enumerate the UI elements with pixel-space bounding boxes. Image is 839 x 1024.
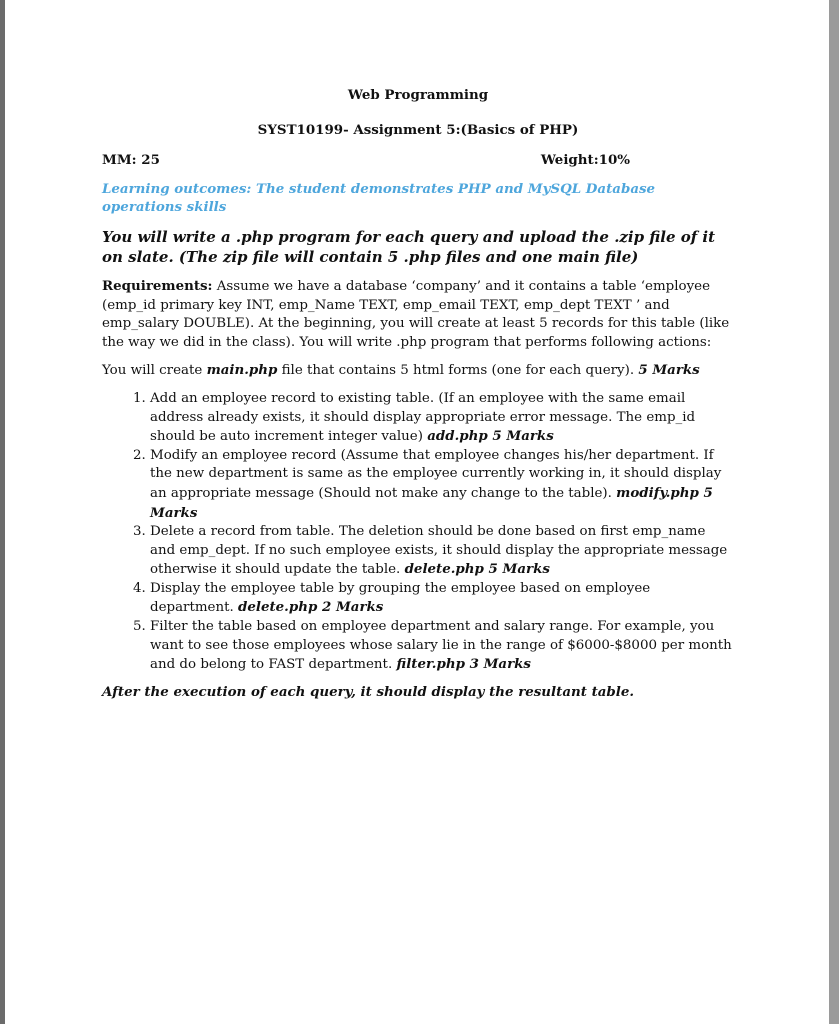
task-item [150, 523, 734, 580]
submission-instruction: You will write a .php program for each query and upload the .zip file of it on slate. (The zip file will contain 5 .php files and one main file) [102, 227, 716, 266]
task-file-marks: add.php 5 Marks [427, 428, 554, 445]
main-marks: 5 Marks [638, 362, 700, 379]
task-file-marks: delete.php 2 Marks [237, 599, 384, 616]
weight: Weight:10% [540, 152, 630, 169]
task-text: Delete a record from table. The deletion should be done based on first emp_name and emp_dept. If no such employee exists, it should display the appropriate message otherwise it should update the table. [150, 524, 728, 578]
task-text: Display the employee table by grouping the employee based on employee department. [150, 580, 651, 616]
requirements-label: Requirements: [102, 277, 213, 294]
document-title: Web Programming [347, 87, 489, 103]
task-text: Add an employee record to existing table. (If an employee with the same email address already exists, it should display appropriate error message. The emp_id should be auto increment integer value) [150, 390, 696, 445]
main-intro-after: file that contains 5 html forms (one for each query). [277, 363, 639, 379]
task-list [102, 390, 734, 675]
main-intro-before: You will create [102, 363, 207, 379]
task-text: Modify an employee record (Assume that employee changes his/her department. If the new department is same as the employee currently working in, it should display an appropriate message (Should not make any change to the table). [150, 447, 722, 501]
document-page [5, 0, 829, 1024]
requirements-text: Assume we have a database ‘company’ and it contains a table ‘employee (emp_id primary key INT, emp_Name TEXT, emp_email TEXT, emp_dept TEXT ’ and emp_salary DOUBLE). At the beginning, you will create at least 5 records for this table (like the way we did in the class). You will write .php program that performs following actions: [102, 278, 730, 350]
viewer-scrollbar-gutter[interactable] [829, 0, 839, 1024]
requirements-paragraph [102, 277, 734, 352]
marks-weight-row [102, 151, 734, 170]
task-file-marks: delete.php 5 Marks [404, 561, 550, 578]
closing-note: After the execution of each query, it should display the resultant table. [102, 683, 635, 700]
main-file-name: main.php [206, 362, 278, 379]
learning-outcomes: Learning outcomes: The student demonstrates PHP and MySQL Database operations skills [102, 180, 656, 216]
document-subtitle: SYST10199- Assignment 5:(Basics of PHP) [257, 121, 579, 138]
task-item [150, 580, 734, 618]
max-marks: MM: 25 [102, 152, 160, 169]
document-content [102, 86, 734, 701]
task-file-marks: modify.php 5 Marks [150, 484, 713, 521]
task-item [150, 618, 734, 675]
task-item [150, 390, 734, 447]
main-file-paragraph [102, 361, 734, 381]
task-item [150, 447, 734, 523]
task-text: Filter the table based on employee department and salary range. For example, you want to see those employees whose salary lie in the range of $6000-$8000 per month and do belong to FAST department. [150, 619, 732, 673]
task-file-marks: filter.php 3 Marks [396, 656, 531, 673]
